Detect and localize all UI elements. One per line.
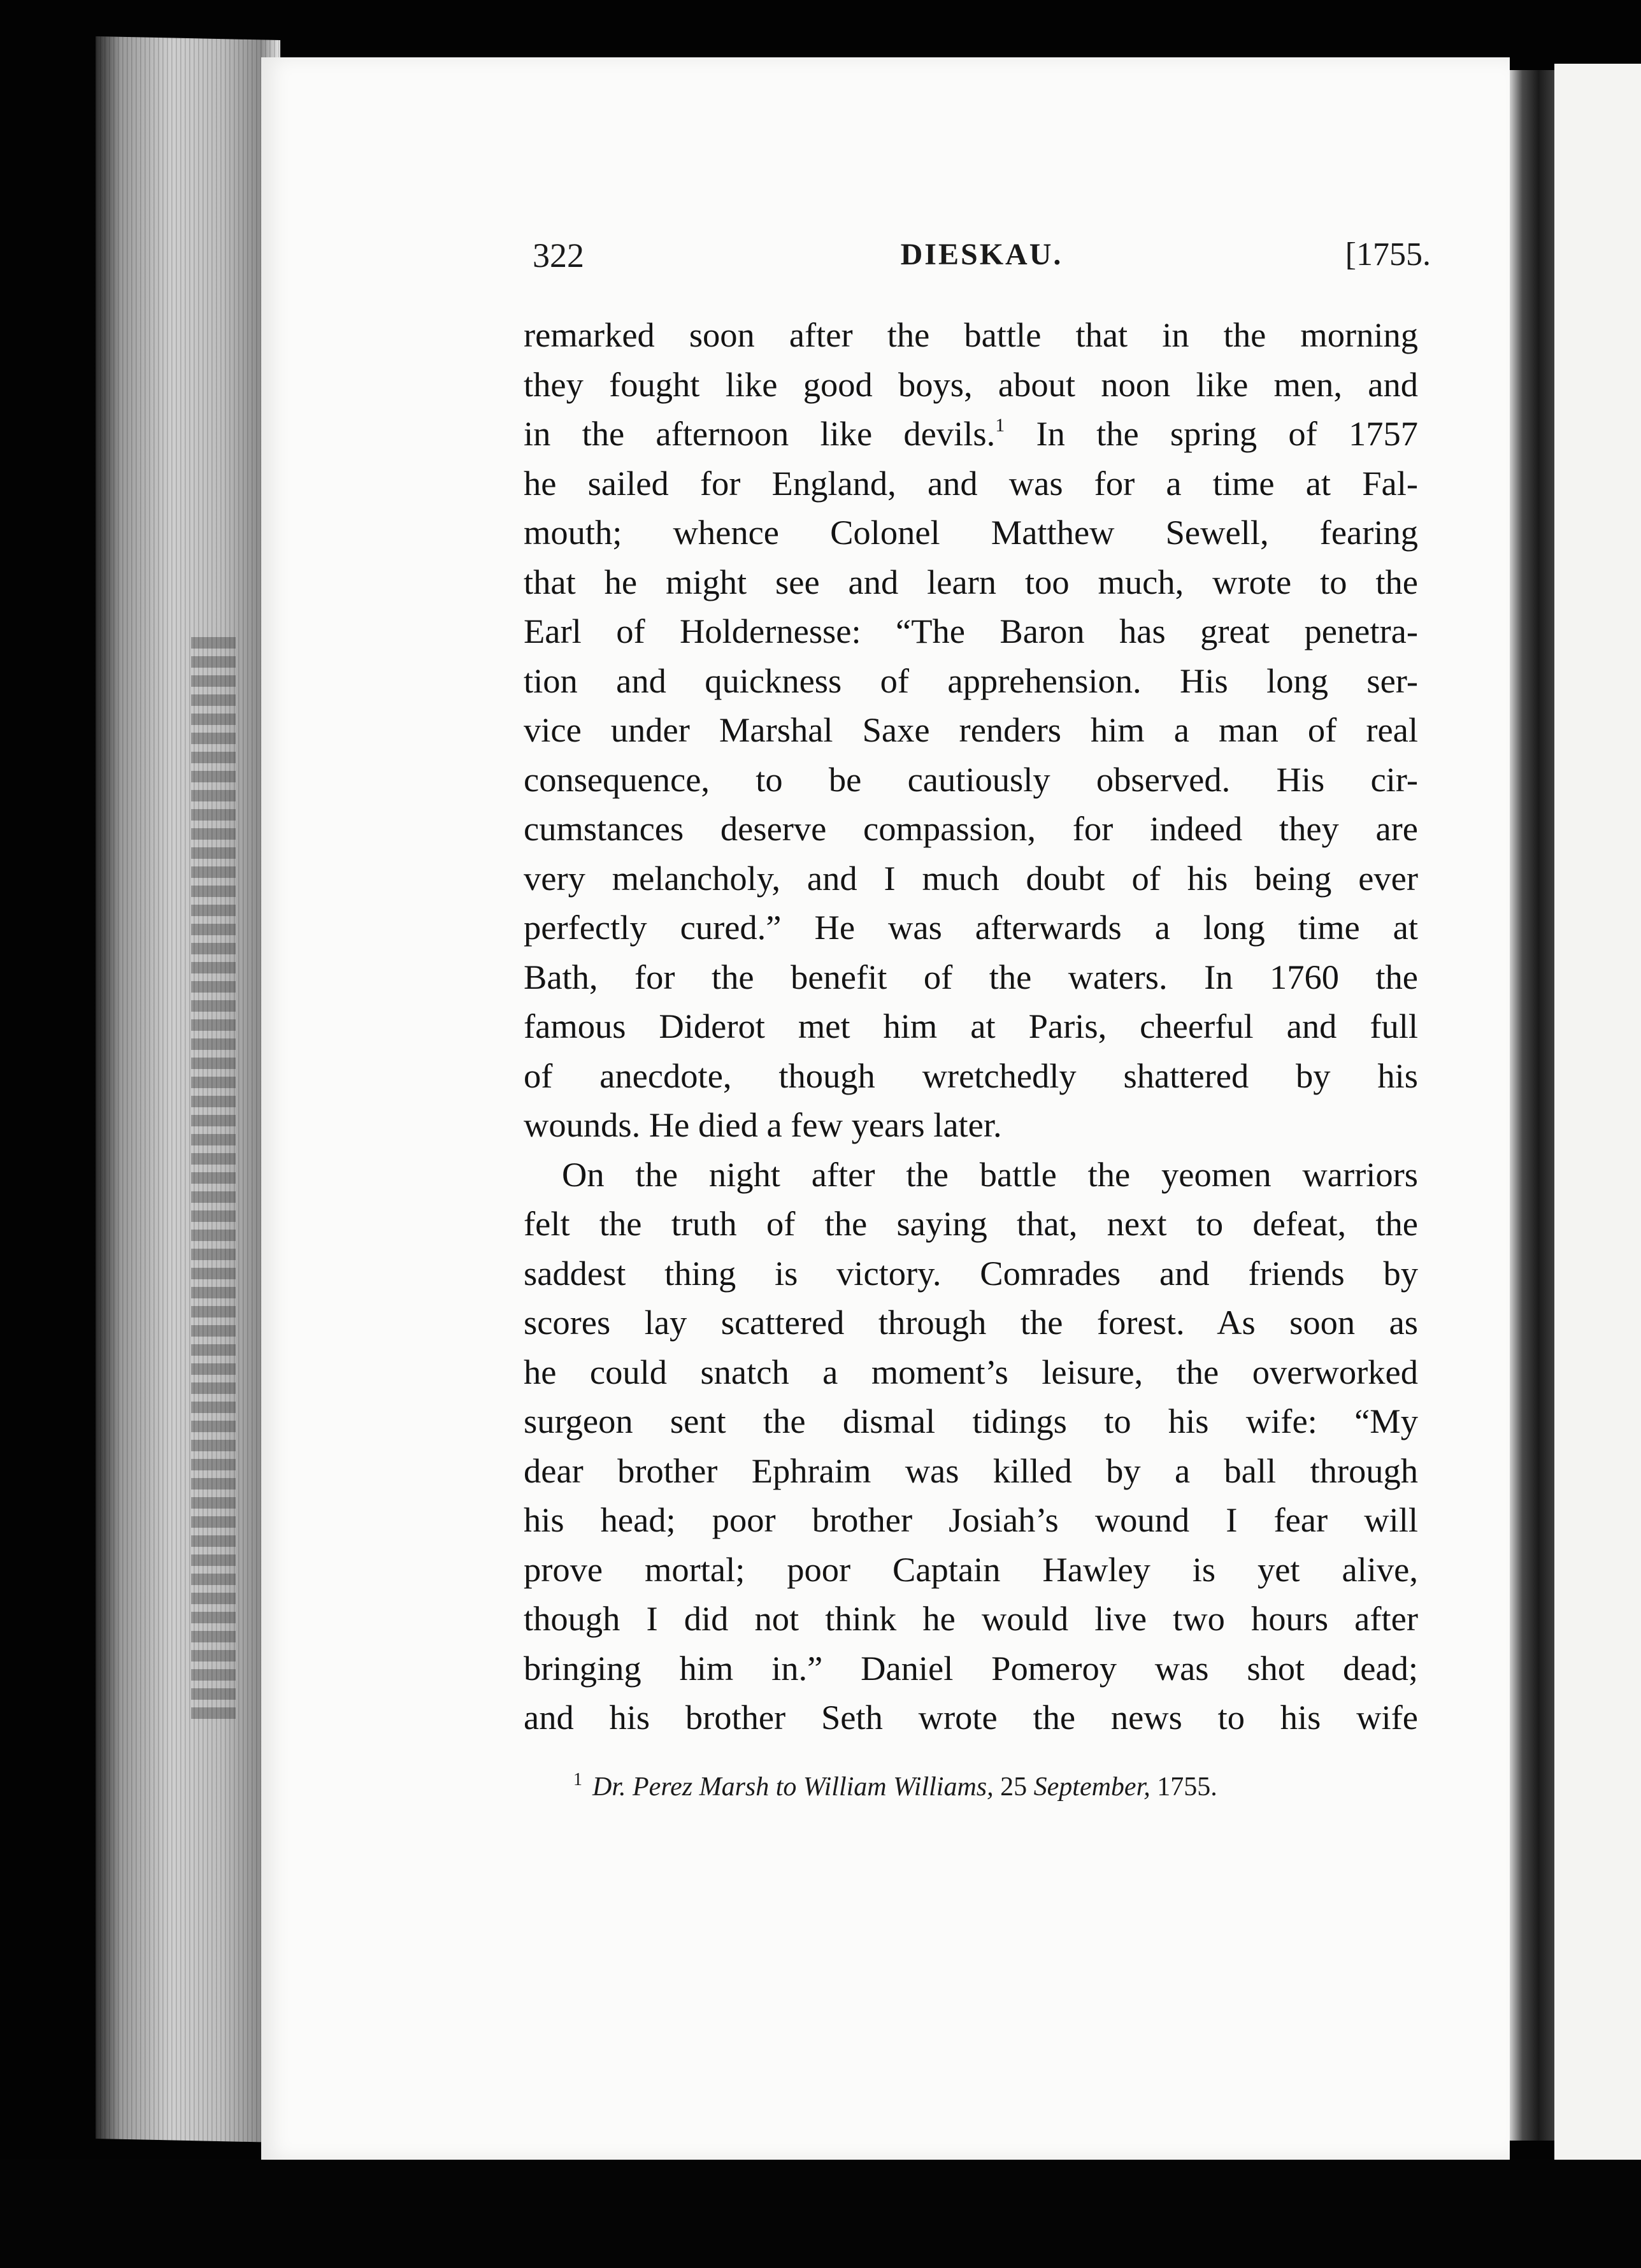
text-line: perfectly cured.” He was afterwards a long time at xyxy=(524,908,1418,947)
running-title: DIESKAU. xyxy=(900,238,1063,271)
text-line: famous Diderot met him at Paris, cheerful and full xyxy=(524,1007,1418,1045)
running-year: [1755. xyxy=(1345,236,1431,273)
text-line: saddest thing is victory. Comrades and friends by xyxy=(524,1253,1418,1293)
footnote-citation: Dr. Perez Marsh to William Williams, xyxy=(592,1772,994,1802)
footnote-year: 1755. xyxy=(1150,1772,1217,1802)
text-line: vice under Marshal Saxe renders him a man of real xyxy=(524,710,1418,749)
text-line: cumstances deserve compassion, for indeed they are xyxy=(524,809,1418,848)
text-line: his head; poor brother Josiah’s wound I fear will xyxy=(524,1500,1418,1539)
text-line: very melancholy, and I much doubt of his being ever xyxy=(524,858,1418,898)
text-line: consequence, to be cautiously observed. His cir- xyxy=(524,759,1418,799)
text-line: bringing him in.” Daniel Pomeroy was shot dead; xyxy=(524,1648,1418,1688)
page-number: 322 xyxy=(533,236,584,275)
text-line: mouth; whence Colonel Matthew Sewell, fearing xyxy=(524,513,1418,552)
text-line-with-footnote-ref xyxy=(524,409,1418,459)
text-line: wounds. He died a few years later. xyxy=(524,1105,1002,1144)
paragraph-first-line: On the night after the battle the yeomen warriors xyxy=(562,1154,1418,1194)
text-segment: in the afternoon like devils. xyxy=(524,414,996,453)
text-line: they fought like good boys, about noon like men, and xyxy=(524,364,1418,404)
text-line: though I did not think he would live two hours after xyxy=(524,1599,1418,1638)
library-stamp-on-edge xyxy=(191,637,236,1720)
text-line: he sailed for England, and was for a time at Fal- xyxy=(524,463,1418,503)
text-line: he could snatch a moment’s leisure, the overworked xyxy=(524,1352,1418,1391)
text-line: prove mortal; poor Captain Hawley is yet alive, xyxy=(524,1549,1418,1589)
text-line: scores lay scattered through the forest. As soon as xyxy=(524,1303,1418,1342)
text-line: Earl of Holdernesse: “The Baron has great penetra- xyxy=(524,612,1418,650)
footnote-reference: 1 xyxy=(995,415,1005,436)
text-line: dear brother Ephraim was killed by a ball through xyxy=(524,1451,1418,1490)
footnote-day: 25 xyxy=(993,1772,1034,1802)
text-segment: In the spring of 1757 xyxy=(1005,414,1418,453)
text-line: and his brother Seth wrote the news to his wife xyxy=(524,1698,1418,1737)
scan-background xyxy=(0,2160,1641,2268)
running-head xyxy=(533,236,1431,280)
text-line: of anecdote, though wretchedly shattered by his xyxy=(524,1056,1418,1095)
text-line: remarked soon after the battle that in the morning xyxy=(524,315,1418,354)
footnote-month: September, xyxy=(1033,1772,1150,1802)
book-gutter xyxy=(1510,70,1554,2141)
facing-page-sliver xyxy=(1554,64,1641,2166)
footnote-marker: 1 xyxy=(573,1770,582,1790)
body-text xyxy=(524,310,1418,1742)
text-line: Bath, for the benefit of the waters. In 1760 the xyxy=(524,957,1418,996)
text-line: tion and quickness of apprehension. His long ser- xyxy=(524,661,1418,700)
book-page-edges xyxy=(96,36,280,2142)
text-line: surgeon sent the dismal tidings to his wife: “My xyxy=(524,1402,1418,1440)
text-line: felt the truth of the saying that, next to defeat, the xyxy=(524,1204,1418,1243)
text-line: that he might see and learn too much, wrote to the xyxy=(524,562,1418,601)
footnote xyxy=(573,1770,1401,1802)
